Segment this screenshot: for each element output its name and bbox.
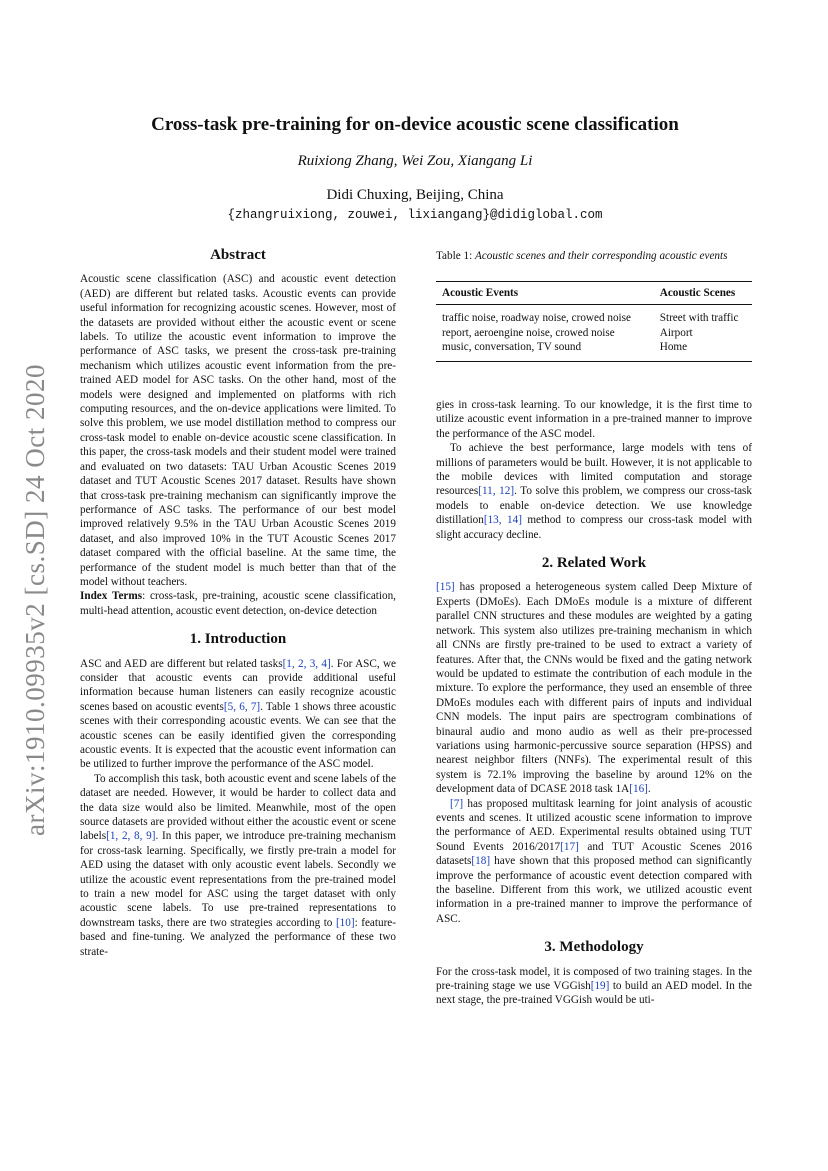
- table-cell: Airport: [659, 326, 693, 339]
- table-caption-text: Acoustic scenes and their corresponding acoustic events: [474, 250, 728, 262]
- method-p1-text-b: to build an AED model. In the next stage, the pre-trained VGGish would be uti-: [436, 980, 753, 1007]
- citation-link[interactable]: [7]: [450, 797, 464, 810]
- table-caption-label: Table 1:: [436, 250, 473, 262]
- right-column: [436, 398, 752, 1008]
- abstract-text: Acoustic scene classification (ASC) and acoustic event detection (AED) are different but related tasks. Acoustic events can provide useful information for recognizing acoustic scenes. However, most of the datasets are provided without either the acoustic event or scene labels. To utilize the acoustic event information to improve the performance of ASC tasks, we present the cross-task pre-training mechanism which utilizes acoustic event information from the pre-trained AED model for ASC tasks. On the other hand, most of the models were designed and implemented on platforms with rich computing resources, and the on-device applications were limited. To solve this problem, we use model distillation method to compress our cross-task model to enable on-device acoustic scene classification. In this paper, the cross-task models and their student model were trained and evaluated on two datasets: TAU Urban Acoustic Scenes 2019 dataset and TUT Acoustic Scenes 2017 dataset. Results have shown that cross-task pre-training mechanism can significantly improve the performance of ASC tasks. The performance of our best model improved relatively 9.5% in the TAU Urban Acoustic Scenes 2019 dataset, and also improved 10% in the TUT Acoustic Scenes 2017 dataset compared with the official baseline. At the same time, the performance of the student model is much better than that of the model without teachers.: [80, 273, 396, 588]
- related-paragraph-2: [436, 797, 752, 927]
- intro-paragraph-1: [80, 657, 396, 772]
- method-p1-text-a: For the cross-task model, it is composed of two training stages. In the pre-training stage we use VGGish: [436, 965, 752, 993]
- intro-continued-2: [436, 441, 752, 542]
- paper-affiliation: Didi Chuxing, Beijing, China: [326, 187, 504, 203]
- citation-link[interactable]: [19]: [590, 980, 610, 993]
- table-cell: report, aeroengine noise, crowed noise: [442, 326, 615, 339]
- intro-p2-text-a: To accomplish this task, both acoustic event and scene labels of the dataset are needed. However, it would be harder to collect data and the data size would also be limited. Meanwhile, most of the open source datasets are provided without either the acoustic event or scene labels: [80, 772, 396, 843]
- related-p1-text-b: .: [647, 783, 651, 796]
- table-row: [436, 326, 752, 340]
- citation-link[interactable]: [13, 14]: [483, 514, 522, 527]
- paper-title: Cross-task pre-training for on-device acoustic scene classification: [151, 114, 679, 135]
- abstract-heading: Abstract: [210, 247, 266, 263]
- index-terms: [80, 589, 396, 618]
- paper-email: {zhangruixiong, zouwei, lixiangang}@didiglobal.com: [227, 208, 603, 222]
- intro-p1-text-b: . For ASC, we consider that acoustic events can provide additional useful information because human listeners can easily recognize acoustic scenes based on acoustic events: [80, 657, 397, 713]
- methodology-paragraph-1: [436, 965, 752, 1008]
- paper-authors: Ruixiong Zhang, Wei Zou, Xiangang Li: [297, 153, 533, 169]
- table-1: [436, 249, 752, 362]
- related-p2-text-c: have shown that this proposed method can significantly improve the performance of acoustic event detection compared with the baseline. Different from this work, we utilized acoustic event information in a pre-trained manner to improve the performance of ASC.: [436, 855, 752, 925]
- citation-link[interactable]: [16]: [629, 783, 648, 796]
- citation-link[interactable]: [15]: [436, 581, 455, 594]
- intro-p1-text-a: ASC and AED are different but related tasks: [80, 657, 283, 670]
- table-cell: music, conversation, TV sound: [442, 341, 582, 354]
- table-header-scenes: Acoustic Scenes: [659, 287, 736, 299]
- intro-cont-text-c: method to compress our cross-task model with slight accuracy decline.: [436, 514, 752, 541]
- table-header-events: Acoustic Events: [442, 287, 519, 299]
- intro-heading: 1. Introduction: [189, 631, 287, 648]
- left-column: [80, 248, 396, 959]
- related-p2-text-a: has proposed multitask learning for joint analysis of acoustic events and scenes. It utilized acoustic scene information to improve the performance of AED. Experimental results obtained using TUT Sound Events 2016/2017: [436, 797, 752, 853]
- events-scenes-table: [436, 281, 752, 362]
- table-cell: Home: [659, 341, 688, 354]
- intro-p2-text-b: . In this paper, we introduce pre-training mechanism for cross-task learning. Specifically, we firstly pre-train a model for AED using the dataset with only acoustic event labels. Secondly we utilize the acoustic event representations from the pre-trained model to train a new model for ASC using the target dataset with only acoustic scene labels. To use pre-trained representations to downstream tasks, there are two strategies according to: [80, 830, 396, 929]
- table-cell: Street with traffic: [659, 312, 739, 325]
- intro-continued-1: gies in cross-task learning. To our knowledge, it is the first time to utilize acoustic event information in a pre-trained manner to improve the performance of the ASC model.: [436, 399, 752, 440]
- index-terms-label: Index Terms: [80, 590, 143, 603]
- table-caption: [436, 249, 752, 263]
- related-work-heading: 2. Related Work: [541, 555, 647, 572]
- table-row: [436, 340, 752, 361]
- intro-cont-text-a: To achieve the best performance, large models with tens of millions of parameters would be built. However, it is not applicable to the mobile devices with limited computation and storage resources: [436, 442, 752, 498]
- index-terms-text: : cross-task, pre-training, acoustic scene classification, multi-head attention, acoustic event detection, on-device detection: [80, 590, 396, 617]
- table-row: [436, 305, 752, 326]
- related-p1-text-a: has proposed a heterogeneous system called Deep Mixture of Experts (DMoEs). Each DMoEs module is a mixture of different parallel CNN structures and these modules are weighted by a gating network. This system also utilizes pre-training mechanism in which all CNNs are firstly pre-trained to be used to extract a variety of features. After that, the CNNs would be fixed and the gating network would be updated to estimate the contribution of each module in the mixture. To explore the performance, they used an ensemble of three DMoEs modules each with different pairs of inputs and individual CNN models. The input pairs are spectrogram combinations of binaural audio and mono audio as well as their pre-processed variations using harmonic-percussive source separation (HPSS) and nearest neighbor filters (NNFs). The experimental result of this system is 72.1% improving the baseline by around 12% on the development data of DCASE 2018 task 1A: [436, 581, 752, 796]
- arxiv-stamp-text: arXiv:1910.09935v2 [cs.SD] 24 Oct 2020: [20, 364, 50, 836]
- citation-link[interactable]: [17]: [560, 840, 579, 853]
- table-cell: traffic noise, roadway noise, crowed noise: [442, 312, 631, 325]
- citation-link[interactable]: [5, 6, 7]: [223, 700, 261, 713]
- citation-link[interactable]: [18]: [471, 855, 491, 868]
- citation-link[interactable]: [11, 12]: [478, 485, 515, 498]
- related-paragraph-1: [436, 580, 752, 796]
- intro-p1-text-c: . Table 1 shows three acoustic scenes with their corresponding acoustic events. We can see that the acoustic scenes can be easily identified given the corresponding acoustic events. It is expected that the acoustic event information can be utilized to further improve the performance of the ASC model.: [80, 700, 397, 771]
- methodology-heading: 3. Methodology: [544, 939, 644, 956]
- citation-link[interactable]: [10]: [335, 916, 355, 929]
- related-p2-text-b: and TUT Acoustic Scenes 2016 datasets: [436, 840, 752, 868]
- intro-p2-text-c: : feature-based and fine-tuning. We analyzed the performance of these two strate-: [80, 916, 396, 958]
- citation-link[interactable]: [1, 2, 3, 4]: [282, 657, 331, 670]
- intro-cont-text-b: . To solve this problem, we compress our cross-task models to enable on-device detection. We use knowledge distillation: [436, 485, 752, 527]
- intro-paragraph-2: [80, 772, 396, 959]
- citation-link[interactable]: [1, 2, 8, 9]: [106, 830, 156, 843]
